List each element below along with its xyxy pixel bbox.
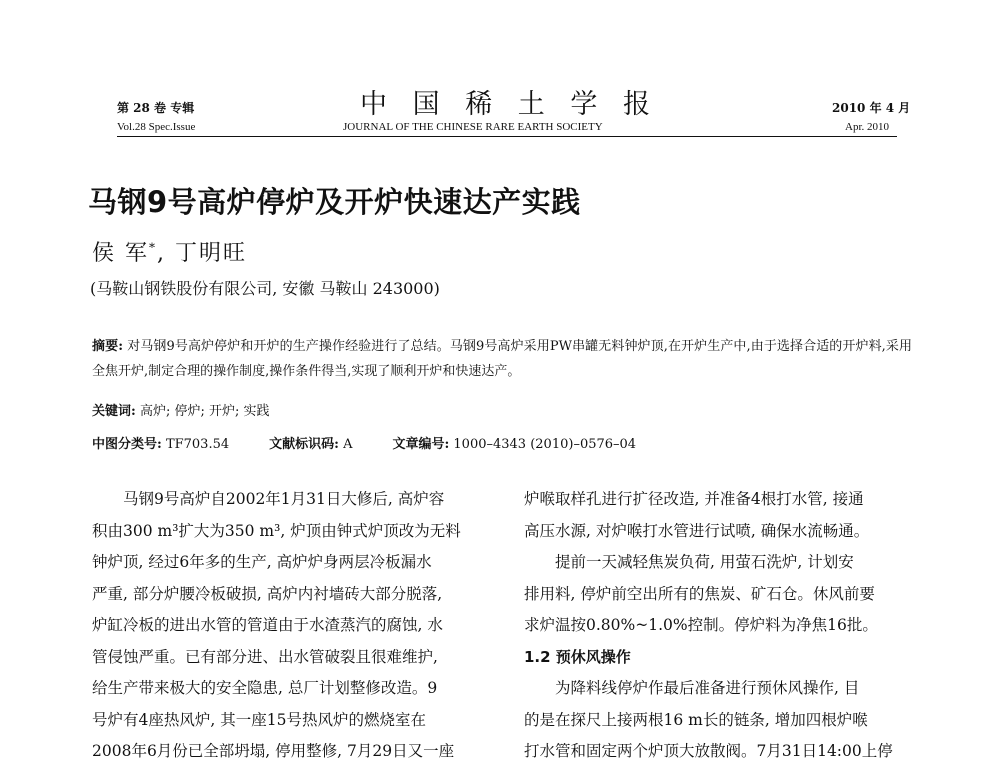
section-heading: 1.2 预休风操作 xyxy=(524,647,631,666)
body-line: 给生产带来极大的安全隐患, 总厂计划整修改造。9 xyxy=(92,679,438,697)
body-line: 打水管和固定两个炉顶大放散阀。7月31日14:00上停 xyxy=(524,742,893,760)
date-cn: 2010 年 4 月 xyxy=(832,101,911,115)
keywords-text: 高炉; 停炉; 开炉; 实践 xyxy=(135,404,270,419)
class-value: TF703.54 xyxy=(161,437,230,452)
doc-code-label: 文献标识码: xyxy=(269,437,339,452)
date-en: Apr. 2010 xyxy=(845,121,889,133)
article-id-value: 1000–4343 (2010)–0576–04 xyxy=(449,437,637,452)
body-line: 为降料线停炉作最后准备进行预休风操作, 目 xyxy=(555,679,860,697)
article-id-label: 文章编号: xyxy=(392,437,450,452)
classification-line xyxy=(92,433,636,452)
body-right-column xyxy=(524,484,919,768)
body-line: 钟炉顶, 经过6年多的生产, 高炉炉身两层冷板漏水 xyxy=(92,553,432,571)
keywords-label: 关键词: xyxy=(92,404,136,419)
body-line: 排用料, 停炉前空出所有的焦炭、矿石仓。休风前要 xyxy=(524,584,875,603)
body-line: 的是在探尺上接两根16 m长的链条, 增加四根炉喉 xyxy=(524,710,868,729)
journal-title-en: JOURNAL OF THE CHINESE RARE EARTH SOCIETY xyxy=(343,121,603,133)
volume-en: Vol.28 Spec.Issue xyxy=(117,121,196,133)
author-first: 侯 军 xyxy=(92,241,149,266)
body-line: 高压水源, 对炉喉打水管进行试喷, 确保水流畅通。 xyxy=(524,521,870,540)
body-line: 2008年6月份已全部坍塌, 停用整修, 7月29日又一座 xyxy=(92,742,455,760)
abstract xyxy=(92,334,912,384)
article-title: 马钢9号高炉停炉及开炉快速达产实践 xyxy=(88,185,581,219)
body-line: 积由300 m³扩大为350 m³, 炉顶由钟式炉顶改为无料 xyxy=(92,521,461,540)
body-line: 炉喉取样孔进行扩径改造, 并准备4根打水管, 接通 xyxy=(524,490,864,508)
body-line: 求炉温按0.80%~1.0%控制。停炉料为净焦16批。 xyxy=(524,616,878,634)
author-list xyxy=(92,236,247,267)
corresponding-mark: * xyxy=(149,240,157,255)
journal-title-cn: 中国稀土学报 xyxy=(360,89,650,120)
body-line: 马钢9号高炉自2002年1月31日大修后, 高炉容 xyxy=(123,490,445,508)
abstract-label: 摘要: xyxy=(92,339,123,354)
affiliation: (马鞍山钢铁股份有限公司, 安徽 马鞍山 243000) xyxy=(90,279,440,298)
header-rule xyxy=(117,136,897,137)
keywords xyxy=(92,400,269,419)
doc-code-value: A xyxy=(338,437,353,452)
body-left-column xyxy=(92,484,492,768)
body-line: 号炉有4座热风炉, 其一座15号热风炉的燃烧室在 xyxy=(92,710,426,729)
author-rest: , 丁明旺 xyxy=(157,241,247,266)
body-line: 管侵蚀严重。已有部分进、出水管破裂且很难维护, xyxy=(92,647,438,666)
abstract-text: 对马钢9号高炉停炉和开炉的生产操作经验进行了总结。马钢9号高炉采用PW串罐无料钟炉顶,在开炉生产中,由于选择合适的开炉料,采用全焦开炉,制定合理的操作制度,操作条件得当,实现了顺利开炉和快速达产。 xyxy=(92,339,912,379)
body-line: 炉缸冷板的进出水管的管道由于水渣蒸汽的腐蚀, 水 xyxy=(92,616,443,634)
class-label: 中图分类号: xyxy=(92,437,162,452)
volume-cn: 第 28 卷 专辑 xyxy=(117,101,195,115)
body-line: 提前一天减轻焦炭负荷, 用萤石洗炉, 计划安 xyxy=(555,553,854,571)
body-line: 严重, 部分炉腰冷板破损, 高炉内衬墙砖大部分脱落, xyxy=(92,584,443,603)
